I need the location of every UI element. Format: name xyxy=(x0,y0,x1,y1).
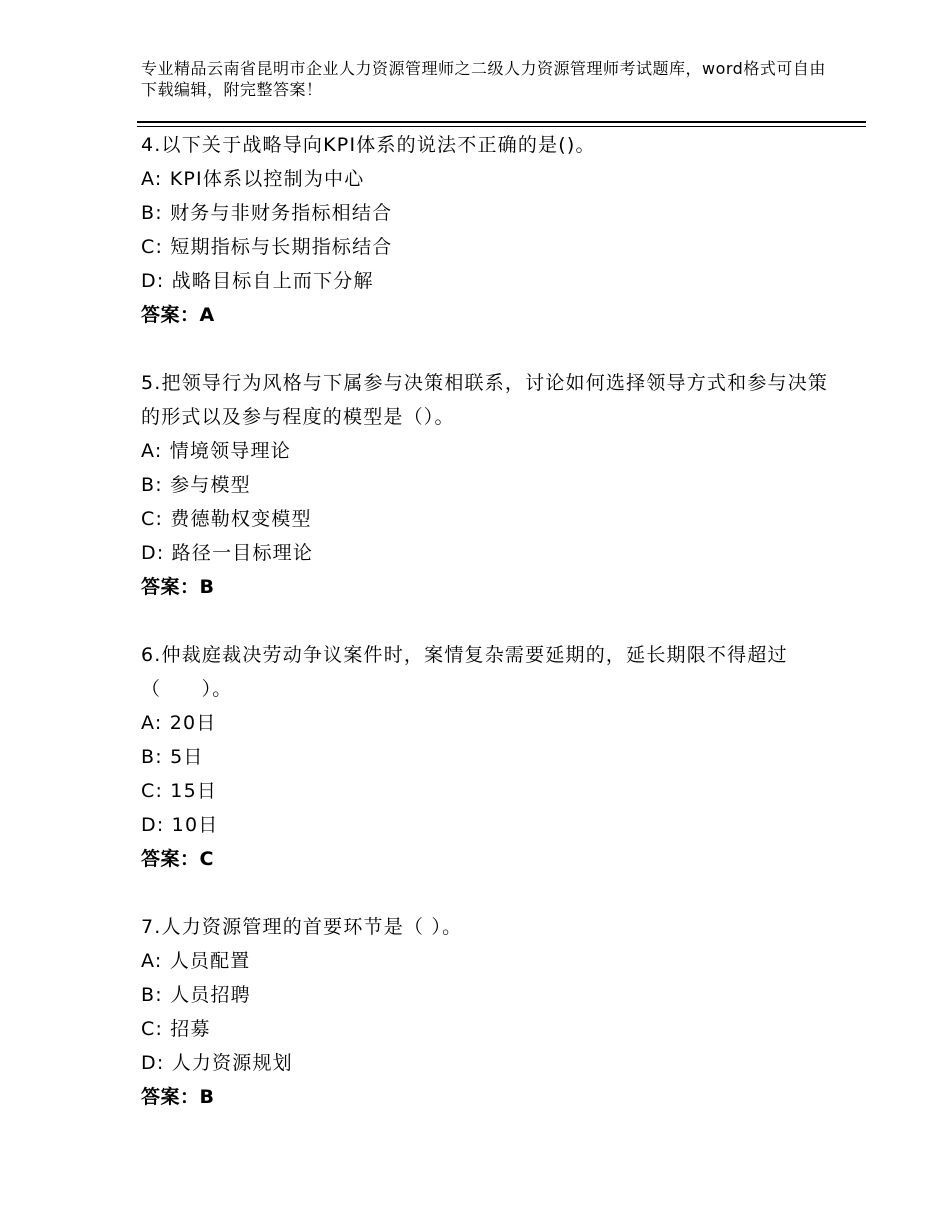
answer-label: 答案：A xyxy=(141,304,215,326)
header-divider-thick xyxy=(137,121,866,123)
question-text: 4.以下关于战略导向KPI体系的说法不正确的是()。 xyxy=(141,134,596,156)
question-text: 7.人力资源管理的首要环节是（ ）。 xyxy=(141,916,463,938)
question-5 xyxy=(141,366,841,604)
option-b: B: 5日 xyxy=(141,746,204,768)
question-6 xyxy=(141,638,841,876)
option-c: C: 招募 xyxy=(141,1018,211,1040)
option-b: B: 人员招聘 xyxy=(141,984,251,1006)
question-7 xyxy=(141,910,841,1114)
question-spacer xyxy=(141,604,841,638)
option-d: D: 人力资源规划 xyxy=(141,1052,293,1074)
option-d: D: 战略目标自上而下分解 xyxy=(141,270,374,292)
question-text: 5.把领导行为风格与下属参与决策相联系，讨论如何选择领导方式和参与决策的形式以及参与程度的模型是（）。 xyxy=(141,372,829,428)
option-b: B: 财务与非财务指标相结合 xyxy=(141,202,393,224)
question-list xyxy=(141,128,841,1114)
option-d: D: 10日 xyxy=(141,814,219,836)
answer-label: 答案：C xyxy=(141,848,214,870)
option-b: B: 参与模型 xyxy=(141,474,251,496)
question-spacer xyxy=(141,332,841,366)
option-c: C: 15日 xyxy=(141,780,218,802)
header-divider-thin xyxy=(137,126,866,127)
option-a: A: KPI体系以控制为中心 xyxy=(141,168,365,190)
option-d: D: 路径一目标理论 xyxy=(141,542,314,564)
document-header: 专业精品云南省昆明市企业人力资源管理师之二级人力资源管理师考试题库，word格式可自由下载编辑，附完整答案！ xyxy=(141,59,826,99)
option-a: A: 人员配置 xyxy=(141,950,251,972)
answer-label: 答案：B xyxy=(141,1086,215,1108)
question-text: 6.仲裁庭裁决劳动争议案件时，案情复杂需要延期的，延长期限不得超过（ ）。 xyxy=(141,644,788,700)
option-a: A: 情境领导理论 xyxy=(141,440,291,462)
question-4 xyxy=(141,128,841,332)
option-c: C: 短期指标与长期指标结合 xyxy=(141,236,393,258)
option-a: A: 20日 xyxy=(141,712,217,734)
answer-label: 答案：B xyxy=(141,576,215,598)
option-c: C: 费德勒权变模型 xyxy=(141,508,312,530)
question-spacer xyxy=(141,876,841,910)
